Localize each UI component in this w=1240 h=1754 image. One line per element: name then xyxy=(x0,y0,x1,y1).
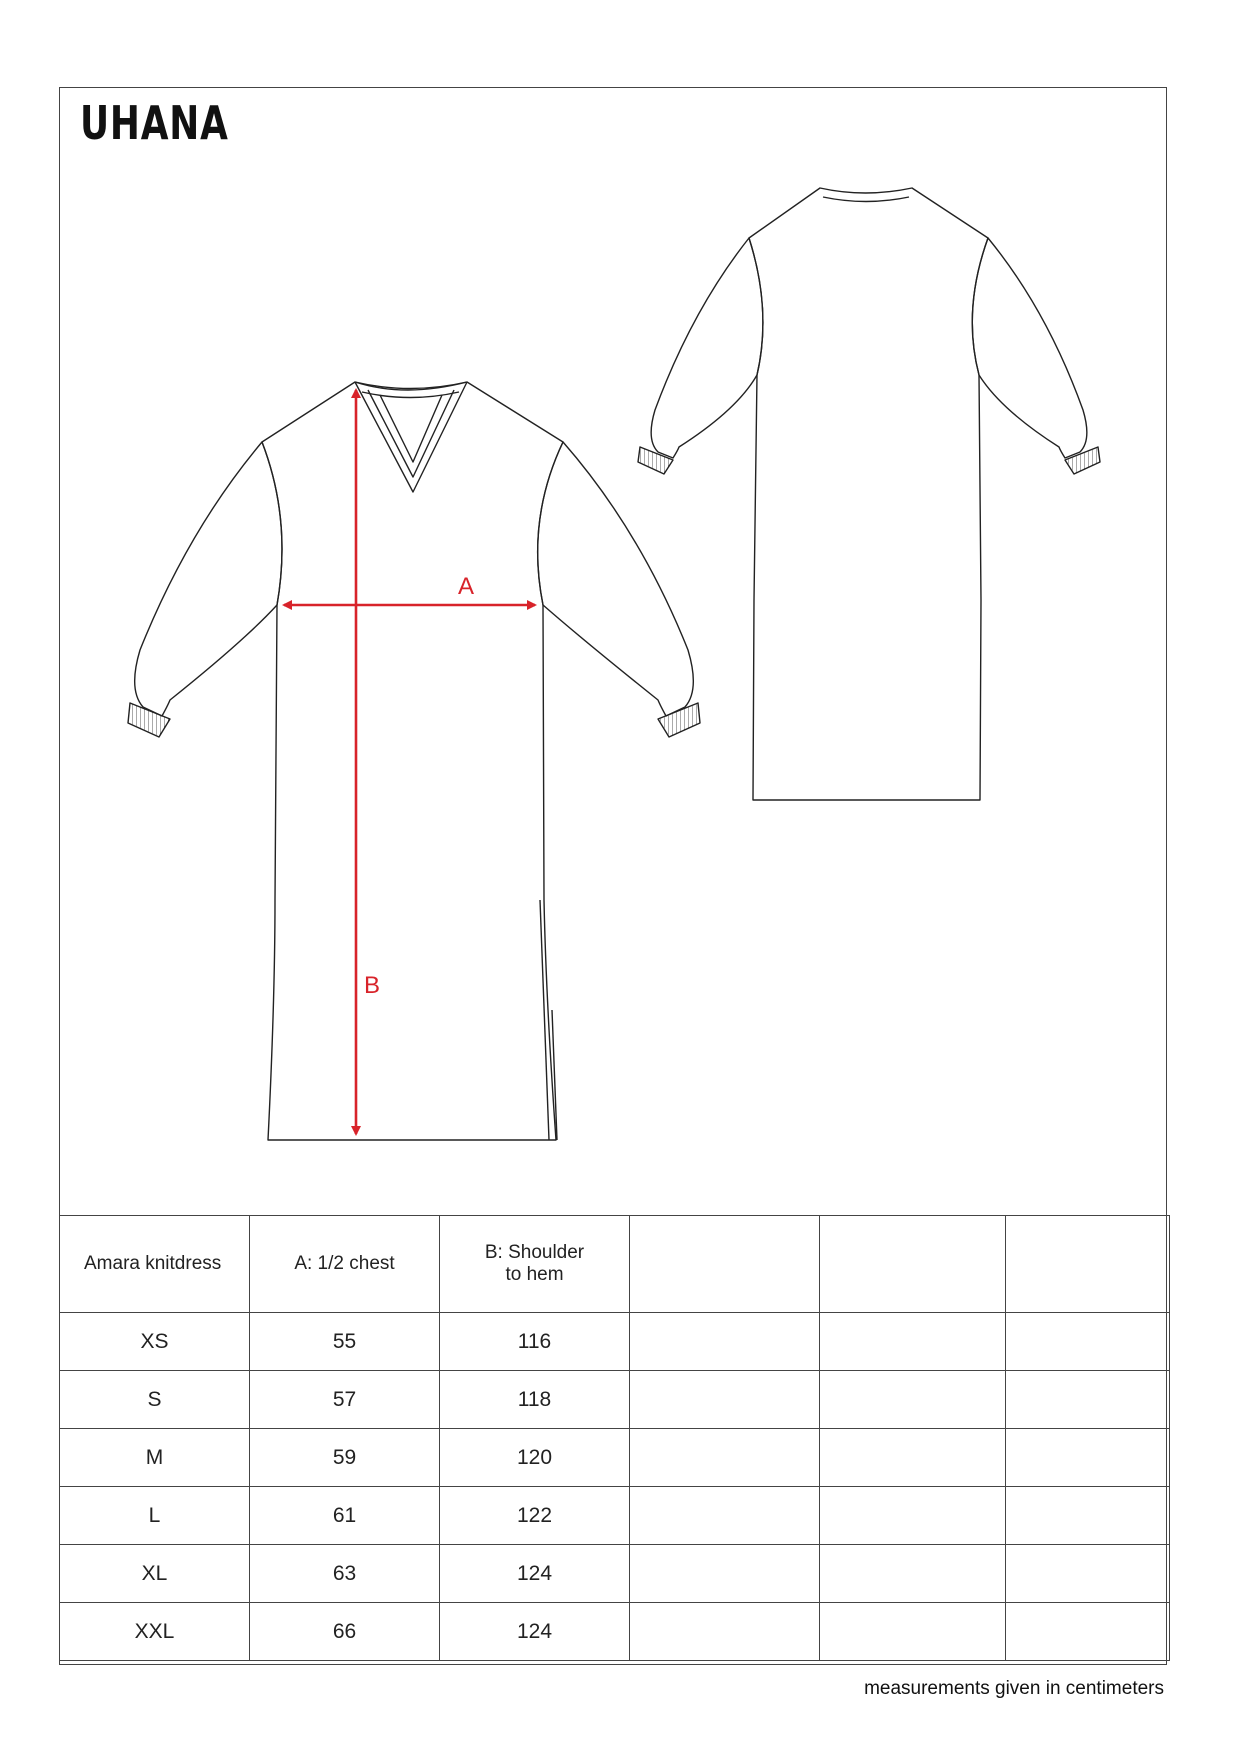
label-b: B xyxy=(364,972,381,999)
table-row xyxy=(60,1545,1170,1603)
front-body-outline xyxy=(262,382,563,1140)
front-left-cuff xyxy=(128,703,170,737)
header-col-a: A: 1/2 chest xyxy=(250,1216,440,1313)
empty-cell xyxy=(820,1371,1006,1429)
empty-cell xyxy=(1006,1429,1170,1487)
empty-cell xyxy=(630,1545,820,1603)
front-view xyxy=(128,382,700,1140)
empty-cell xyxy=(1006,1216,1170,1313)
measurement-arrows xyxy=(284,390,535,1134)
empty-cell xyxy=(630,1371,820,1429)
back-body-outline xyxy=(749,188,988,800)
empty-cell xyxy=(820,1487,1006,1545)
table-row xyxy=(60,1313,1170,1371)
size-cell: M xyxy=(60,1429,250,1487)
empty-cell xyxy=(630,1313,820,1371)
header-product-name: Amara knitdress xyxy=(60,1216,250,1313)
back-right-sleeve xyxy=(972,238,1087,458)
length-cell: 124 xyxy=(440,1603,630,1661)
size-cell: XL xyxy=(60,1545,250,1603)
length-cell: 124 xyxy=(440,1545,630,1603)
length-cell: 122 xyxy=(440,1487,630,1545)
back-left-sleeve xyxy=(651,238,763,458)
empty-cell xyxy=(1006,1545,1170,1603)
length-cell: 118 xyxy=(440,1371,630,1429)
empty-cell xyxy=(820,1429,1006,1487)
units-footnote: measurements given in centimeters xyxy=(864,1678,1164,1699)
size-cell: L xyxy=(60,1487,250,1545)
size-chart-table xyxy=(59,1215,1170,1661)
front-left-sleeve xyxy=(135,442,282,716)
label-a: A xyxy=(458,573,475,600)
empty-cell xyxy=(820,1313,1006,1371)
chest-cell: 63 xyxy=(250,1545,440,1603)
front-right-cuff xyxy=(658,703,700,737)
empty-cell xyxy=(820,1603,1006,1661)
header-col-b-label: B: Shoulder to hem xyxy=(484,1242,585,1285)
empty-cell xyxy=(630,1603,820,1661)
empty-cell xyxy=(1006,1603,1170,1661)
table-row xyxy=(60,1371,1170,1429)
chest-cell: 66 xyxy=(250,1603,440,1661)
table-row xyxy=(60,1487,1170,1545)
chest-cell: 61 xyxy=(250,1487,440,1545)
table-header-row xyxy=(60,1216,1170,1313)
back-right-cuff xyxy=(1065,447,1100,474)
size-cell: S xyxy=(60,1371,250,1429)
empty-cell xyxy=(630,1487,820,1545)
table-row xyxy=(60,1429,1170,1487)
back-left-cuff xyxy=(638,447,673,474)
empty-cell xyxy=(1006,1313,1170,1371)
empty-cell xyxy=(820,1545,1006,1603)
empty-cell xyxy=(820,1216,1006,1313)
size-cell: XS xyxy=(60,1313,250,1371)
brand-logo: UHANA xyxy=(80,96,229,150)
chest-cell: 55 xyxy=(250,1313,440,1371)
table-row xyxy=(60,1603,1170,1661)
length-cell: 120 xyxy=(440,1429,630,1487)
header-col-b xyxy=(440,1216,630,1313)
empty-cell xyxy=(630,1429,820,1487)
front-right-sleeve xyxy=(538,442,694,716)
length-cell: 116 xyxy=(440,1313,630,1371)
back-view xyxy=(638,188,1100,800)
empty-cell xyxy=(1006,1487,1170,1545)
size-cell: XXL xyxy=(60,1603,250,1661)
empty-cell xyxy=(1006,1371,1170,1429)
chest-cell: 57 xyxy=(250,1371,440,1429)
chest-cell: 59 xyxy=(250,1429,440,1487)
empty-cell xyxy=(630,1216,820,1313)
